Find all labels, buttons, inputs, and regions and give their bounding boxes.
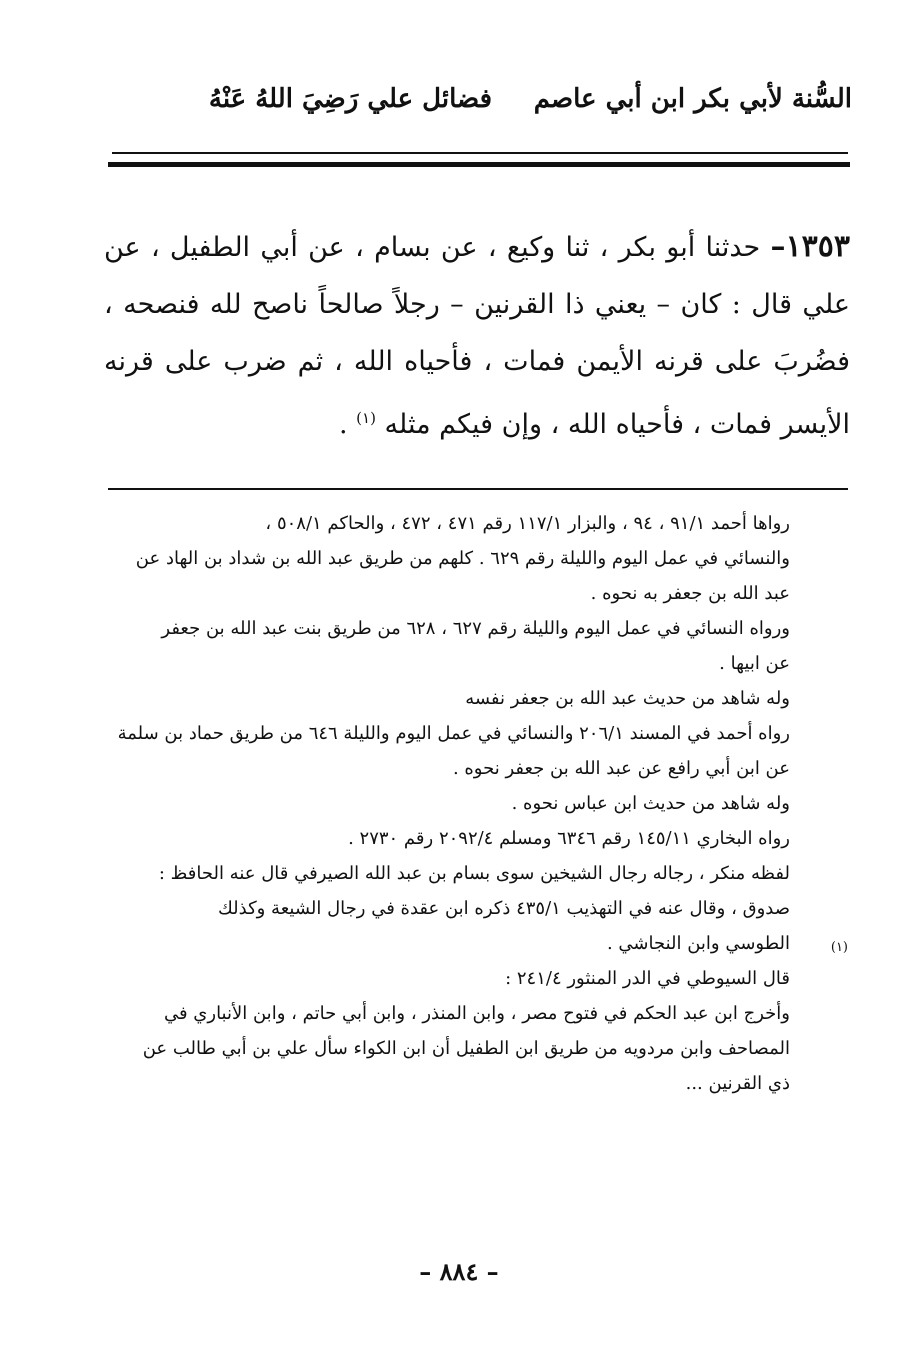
footnote-line: رواه أحمد في المسند ٢٠٦/١ والنسائي في عمل اليوم والليلة ٦٤٦ من طريق حماد بن سلمة: [117, 723, 790, 744]
page-number: – ٨٨٤ –: [419, 1257, 499, 1286]
footnote-line: ورواه النسائي في عمل اليوم والليلة رقم ٦٢٧ ، ٦٢٨ من طريق بنت عبد الله بن جعفر: [161, 618, 790, 639]
hadith-number: ١٣٥٣–: [770, 229, 850, 264]
footnote-line: وأخرج ابن عبد الحكم في فتوح مصر ، وابن المنذر ، وابن أبي حاتم ، وابن الأنباري في: [163, 1003, 790, 1024]
footnote-line: وله شاهد من حديث ابن عباس نحوه .: [511, 793, 790, 814]
footnote-reference: (١): [356, 409, 376, 427]
header-rule-thick: [108, 162, 850, 167]
footnote-line: عن ابيها .: [719, 653, 790, 674]
footnote-line: ذي القرنين ...: [685, 1073, 790, 1094]
footnote-line: رواها أحمد ٩١/١ ، ٩٤ ، والبزار ١١٧/١ رقم ٤٧١ ، ٤٧٢ ، والحاكم ٥٠٨/١ ،: [265, 513, 790, 534]
footnotes: [104, 506, 790, 1101]
footnote-separator: [108, 488, 848, 490]
running-header: [100, 78, 852, 128]
hadith-text: [104, 218, 850, 453]
book-title: السُّنة لأبي بكر ابن أبي عاصم: [533, 84, 852, 114]
footnote-line: المصاحف وابن مردويه من طريق ابن الطفيل أن ابن الكواء سأل علي بن أبي طالب عن: [142, 1038, 790, 1059]
footnote-line: لفظه منكر ، رجاله رجال الشيخين سوى بسام بن عبد الله الصيرفي قال عنه الحافظ :: [158, 863, 790, 884]
footnote-line: قال السيوطي في الدر المنثور ٢٤١/٤ :: [505, 968, 790, 989]
footnote-line: وله شاهد من حديث عبد الله بن جعفر نفسه: [465, 688, 790, 709]
footnote-marker: (١): [830, 940, 848, 955]
header-rule-thin: [112, 152, 848, 154]
footnote-line: عبد الله بن جعفر به نحوه .: [590, 583, 790, 604]
hadith-body: حدثنا أبو بكر ، ثنا وكيع ، عن بسام ، عن أبي الطفيل ، عن علي قال : كان – يعني ذا القرنين – رجلاً صالحاً ناصح لله فنصحه ، فضُربَ على قرنه الأيمن فمات ، فأحياه الله ، ثم ضرب على قرنه الأيسر فمات ، فأحياه الله ، وإن فيكم مثله: [104, 232, 850, 440]
footnote-line: صدوق ، وقال عنه في التهذيب ٤٣٥/١ ذكره ابن عقدة في رجال الشيعة وكذلك: [217, 898, 790, 919]
chapter-title: فضائل علي رَضِيَ اللهُ عَنْهُ: [208, 84, 492, 114]
footnote-line: والنسائي في عمل اليوم والليلة رقم ٦٢٩ . كلهم من طريق عبد الله بن شداد بن الهاد عن: [135, 548, 790, 569]
footnote-line: رواه البخاري ١٤٥/١١ رقم ٦٣٤٦ ومسلم ٢٠٩٢/٤ رقم ٢٧٣٠ .: [348, 828, 790, 849]
hadith-end: .: [338, 409, 357, 440]
footnote-line: عن ابن أبي رافع عن عبد الله بن جعفر نحوه .: [452, 758, 790, 779]
footnote-line: الطوسي وابن النجاشي .: [606, 933, 790, 954]
